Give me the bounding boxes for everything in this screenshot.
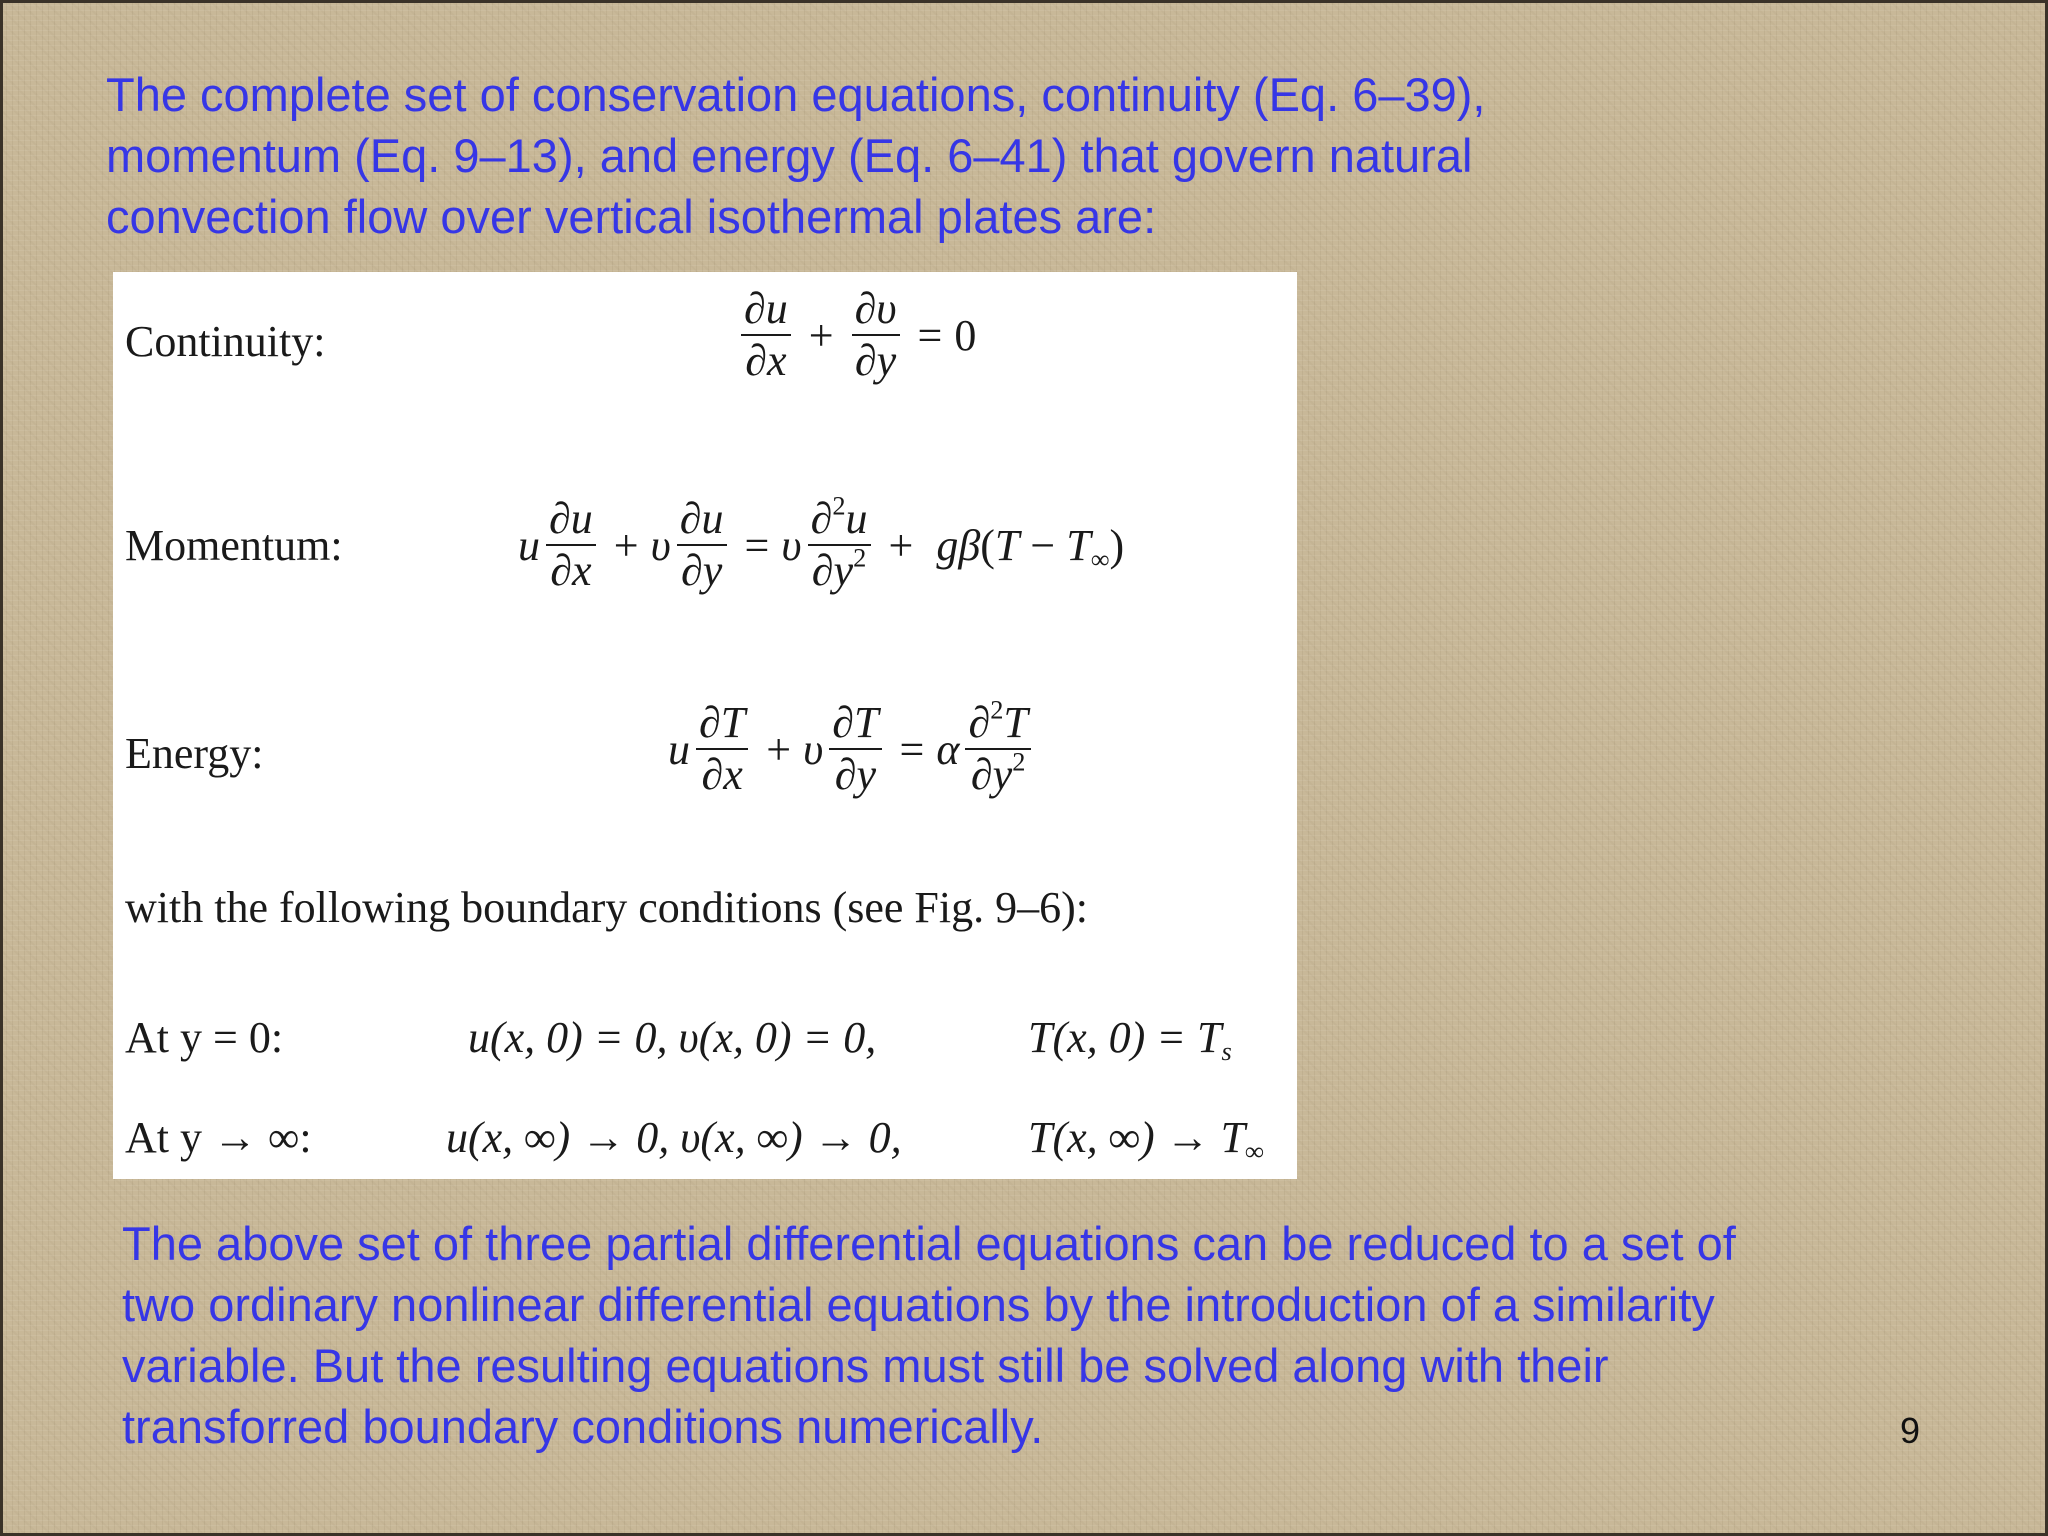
bc-yinf-velocity: u(x, ∞) → 0, υ(x, ∞) → 0, bbox=[446, 1113, 902, 1162]
bc-yinf-temperature: T(x, ∞) → $T_\infty$ bbox=[1028, 1113, 1264, 1166]
continuity-label: Continuity: bbox=[125, 317, 326, 366]
bc-yinf-temperature-subscript: ∞ bbox=[1245, 1135, 1264, 1166]
bc-y0-velocity: u(x, 0) = 0, υ(x, 0) = 0, bbox=[468, 1013, 877, 1062]
intro-paragraph: The complete set of conservation equations, continuity (Eq. 6–39), momentum (Eq. 9–13), and energy (Eq. 6–41) that govern natural convection flow over vertical isothermal plates are: bbox=[106, 68, 1486, 243]
page-number: 9 bbox=[1900, 1410, 1921, 1451]
energy-label: Energy: bbox=[125, 729, 264, 778]
bc-y0-temperature-subscript: s bbox=[1221, 1035, 1232, 1066]
boundary-conditions-intro: with the following boundary conditions (see Fig. 9–6): bbox=[125, 883, 1088, 932]
outro-paragraph: The above set of three partial differential equations can be reduced to a set of two ordinary nonlinear differential equations by the introduction of a similarity variable. But the resulting equations must still be solved along with their transforred boundary conditions numerically. bbox=[122, 1217, 1736, 1453]
continuity-equation: $\frac{\partial u}{\partial x}$ + $\frac{\partial\upsilon}{\partial y}$ = 0 bbox=[735, 286, 976, 384]
energy-equation: u $\frac{\partial T}{\partial x}$ + υ $\frac{\partial T}{\partial y}$ = α $\frac{\partial^2T}{\partial y^2}$ bbox=[668, 700, 1037, 798]
bc-y0-label: At y = 0: bbox=[125, 1013, 284, 1062]
momentum-equation: u $\frac{\partial u}{\partial x}$ + υ $\frac{\partial u}{\partial y}$ = υ $\frac{\partial^2u}{\partial y^2}$ + $g\beta(T - T_\infty)$ bbox=[518, 490, 1125, 596]
bc-y0-temperature: T(x, $0) = T_s$ bbox=[1028, 1013, 1232, 1066]
bc-yinf-label: At y → ∞: bbox=[125, 1113, 312, 1162]
equations-panel bbox=[113, 272, 1297, 1179]
momentum-label: Momentum: bbox=[125, 521, 343, 570]
